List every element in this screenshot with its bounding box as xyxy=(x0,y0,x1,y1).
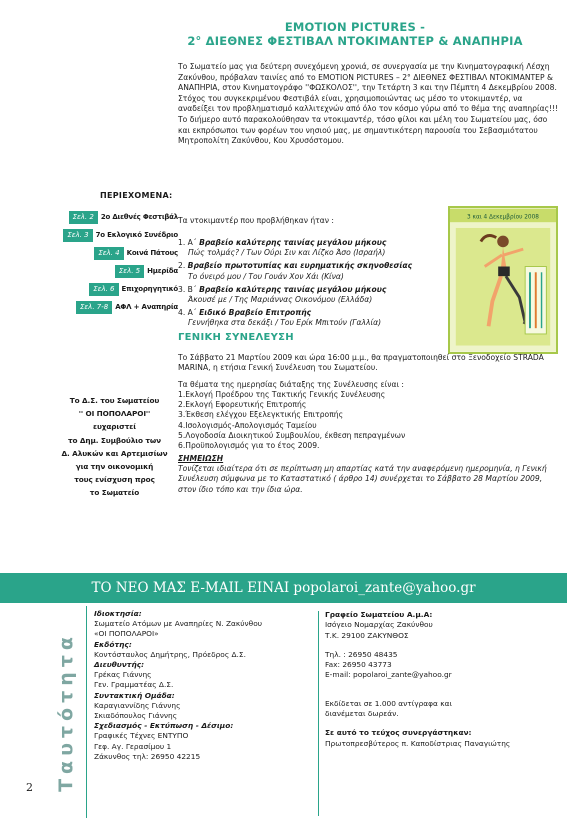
thanks-note xyxy=(52,394,177,500)
thanks-line: Δ. Αλυκών και Αρτεμισίων xyxy=(61,448,168,458)
thanks-line: ευχαριστεί xyxy=(92,422,137,432)
agenda-item: 6.Προϋπολογισμός για το έτος 2009. xyxy=(178,441,320,451)
thanks-line: τους ενίσχυση προς xyxy=(74,475,155,485)
contents-label: Ημερίδα xyxy=(147,267,178,275)
agenda-item: 2.Εκλογή Εφορευτικής Επιτροπής xyxy=(178,400,307,410)
intro-text xyxy=(178,62,560,147)
films-lead: Τα ντοκιμαντέρ που προβλήθηκαν ήταν : xyxy=(178,216,334,225)
masthead-heading: Ιδιοκτησία: xyxy=(94,609,142,618)
office-info xyxy=(325,610,560,749)
article-title xyxy=(150,20,560,48)
contents-label: Επιχορηγητικό xyxy=(121,285,178,293)
thanks-line: '' ΟΙ ΠΟΠΟΛΑΡΟΙ'' xyxy=(78,409,151,419)
office-fax: Fax: 26950 43773 xyxy=(325,660,392,670)
film-item xyxy=(178,308,438,328)
table-of-contents xyxy=(60,210,178,318)
circulation-line-1: Εκδίδεται σε 1.000 αντίγραφα και xyxy=(325,698,452,708)
film-title: Άκουσέ με / Της Μαριάννας Οικονόμου (Ελλάδα) xyxy=(188,295,373,305)
contents-page-tag: Σελ. 7-8 xyxy=(76,301,112,314)
masthead-heading: Σχεδιασμός - Εκτύπωση - Δέσιμο: xyxy=(94,721,234,731)
contents-label: 7ο Εκλογικό Συνέδριο xyxy=(95,231,178,239)
office-address-2: Τ.Κ. 29100 ΖΑΚΥΝΘΟΣ xyxy=(325,630,409,640)
contents-item xyxy=(60,282,178,296)
contents-page-tag: Σελ. 3 xyxy=(63,229,92,242)
office-title: Γραφείο Σωματείου Α.μ.Α: xyxy=(325,610,433,619)
agenda-item: 3.Έκθεση ελέγχου Εξελεγκτικής Επιτροπής xyxy=(178,410,344,420)
assembly-body xyxy=(178,353,560,495)
masthead-value: Ζάκυνθος τηλ: 26950 42215 xyxy=(94,751,201,761)
film-award: Βραβείο καλύτερης ταινίας μεγάλου μήκους xyxy=(199,284,387,294)
agenda-item: 5.Λογοδοσία Διοικητικού Συμβουλίου, έκθεση πεπραγμένων xyxy=(178,431,406,441)
identity-divider xyxy=(86,606,87,818)
masthead-heading: Συντακτική Ομάδα: xyxy=(94,690,175,700)
masthead xyxy=(94,609,312,762)
masthead-value: Γεφ. Αγ. Γερασίμου 1 xyxy=(94,741,172,751)
masthead-value: Καραγιαννίδης Γιάννης xyxy=(94,700,181,710)
identity-vertical-title xyxy=(48,604,84,819)
contents-item xyxy=(60,264,178,278)
films-list xyxy=(178,238,438,332)
agenda-item: 1.Εκλογή Προέδρου της Τακτικής Γενικής Συνέλευσης xyxy=(178,389,386,399)
thanks-line: Το Δ.Σ. του Σωματείου xyxy=(69,396,160,405)
masthead-value: Γραφικές Τέχνες ΕΝΤΥΠΟ xyxy=(94,731,189,741)
note-text: Τονίζεται ιδιαίτερα ότι σε περίπτωση μη απαρτίας κατά την αναφερόμενη ημερομηνία, η Γενική Συνέλευση σύμφωνα με το Καταστατικό ( άρθρο 14) συνέρχεται το Σάββατο 28 Μαρτίου 2009, στον ίδιο τόπο και την ίδια ώρα. xyxy=(178,463,547,494)
identity-word: Ταυτότητα xyxy=(55,631,77,792)
contents-item xyxy=(60,300,178,314)
poster-image xyxy=(450,208,556,352)
office-phone: Τηλ. : 26950 48435 xyxy=(325,649,398,659)
masthead-value: Κοντόσταυλος Δημήτρης, Πρόεδρος Δ.Σ. xyxy=(94,649,246,659)
circulation-line-2: διανέμεται δωρεάν. xyxy=(325,709,399,719)
email-banner: ΤΟ ΝΕΟ ΜΑΣ E-MAIL ΕΙΝΑΙ popolaroi_zante@yahoo.gr xyxy=(0,573,567,603)
note-title: ΣΗΜΕΙΩΣΗ xyxy=(178,453,224,463)
agenda-item: 4.Ισολογισμός-Απολογισμός Ταμείου xyxy=(178,420,317,430)
film-award: Βραβείο καλύτερης ταινίας μεγάλου μήκους xyxy=(199,238,387,247)
film-item xyxy=(178,238,438,258)
masthead-value: «ΟΙ ΠΟΠΟΛΑΡΟΙ» xyxy=(94,629,159,639)
contents-label: ΑΦΛ + Αναπηρία xyxy=(115,303,178,311)
masthead-value: Σωματείο Ατόμων με Αναπηρίες Ν. Ζακύνθου xyxy=(94,619,262,629)
contents-title: ΠΕΡΙΕΧΟΜΕΝΑ: xyxy=(100,191,173,200)
film-title: Το όνειρό μου / Του Γουάν Χον Χάι (Κίνα) xyxy=(188,271,344,281)
masthead-value: Σκιαδόπουλος Γιάννης xyxy=(94,711,178,721)
film-number: 1. Α΄ xyxy=(178,238,200,247)
title-line-1: EMOTION PICTURES - xyxy=(284,20,426,34)
contents-label: 2ο Διεθνές Φεστιβάλ xyxy=(100,213,178,221)
contents-page-tag: Σελ. 2 xyxy=(69,211,98,224)
masthead-heading: Εκδότης: xyxy=(94,639,132,649)
intro-paragraph-2: Το διήμερο αυτό παρακολούθησαν τα ντοκιμαντέρ, τόσο φίλοι και μέλη του Σωματείου μας, όσο και εκπρόσωποι των φορέων του νησιού μας, με σημαντικότερη παρουσία του Σεβασμιότατου Μητροπολίτη Ζακύνθου, Κου Χρυσόστομου. xyxy=(178,114,548,146)
thanks-line: το Σωματείο xyxy=(89,488,140,498)
masthead-value: Γεν. Γραμματέας Δ.Σ. xyxy=(94,680,174,690)
contents-page-tag: Σελ. 4 xyxy=(94,247,123,260)
film-number: 3. Β΄ xyxy=(178,284,200,294)
film-title: Πώς τολμάς? / Των Ούρι Σιν και Λίζκο Άσο (Ισραήλ) xyxy=(188,248,386,258)
assembly-title: ΓΕΝΙΚΗ ΣΥΝΕΛΕΥΣΗ xyxy=(178,332,294,343)
film-number: 2. xyxy=(178,261,188,271)
film-award: Βραβείο πρωτοτυπίας και ευρηματικής σκηνοθεσίας xyxy=(187,261,413,271)
masthead-divider xyxy=(318,611,319,816)
film-title: Γεννήθηκα στα δεκάξι / Του Ερίκ Μπιτούν (Γαλλία) xyxy=(188,318,382,328)
contents-page-tag: Σελ. 6 xyxy=(89,283,118,296)
contents-item xyxy=(60,246,178,260)
agenda-list xyxy=(178,390,560,454)
festival-poster xyxy=(448,206,558,354)
page-number: 2 xyxy=(26,781,33,794)
office-email: E-mail: popolaroi_zante@yahoo.gr xyxy=(325,670,452,680)
contributors-title: Σε αυτό το τεύχος συνεργάστηκαν: xyxy=(325,728,472,738)
intro-paragraph-1: Το Σωματείο μας για δεύτερη συνεχόμενη χρονιά, σε συνεργασία με την Κινηματογραφική Λέσχη Ζακύνθου, πρόβαλαν ταινίες από το EMOTION PICTURES – 2° ΔΙΕΘΝΕΣ ΦΕΣΤΙΒΑΛ ΝΤΟΚΙΜΑΝΤΕΡ & ΑΝΑΠΗΡΙΑ, στον Κινηματογράφο ''ΦΩΣΚΟΛΟΣ'', την Τετάρτη 3 και την Πέμπτη 4 Δεκεμβρίου 2008. Στόχος του συγκεκριμένου Φεστιβάλ είναι, χρησιμοποιώντας ως μέσο το ντοκιμαντέρ, να αναδείξει τον προβληματισμό καλλιτεχνών από όλο τον κόσμο γύρω από το θέμα της αναπηρίας!!! xyxy=(178,62,559,114)
film-item xyxy=(178,285,438,305)
masthead-heading: Διευθυντής: xyxy=(94,660,145,670)
agenda-lead: Τα θέματα της ημερησίας διάταξης της Συνέλευσης είναι : xyxy=(178,379,404,389)
contents-item xyxy=(60,210,178,224)
film-item xyxy=(178,261,438,281)
film-number: 4. Α΄ xyxy=(178,308,200,318)
title-line-2: 2° ΔΙΕΘΝΕΣ ΦΕΣΤΙΒΑΛ ΝΤΟΚΙΜΑΝΤΕΡ & ΑΝΑΠΗΡΙΑ xyxy=(187,34,523,48)
assembly-intro: Το Σάββατο 21 Μαρτίου 2009 και ώρα 16:00 μ.μ., θα πραγματοποιηθεί στο Ξενοδοχείο STRADA MARINA, η ετήσια Γενική Συνέλευση του Σωματείου. xyxy=(178,353,544,373)
office-address-1: Ισόγειο Νομαρχίας Ζακύνθου xyxy=(325,620,433,630)
poster-date: 3 και 4 Δεκεμβρίου 2008 xyxy=(467,214,539,221)
contents-page-tag: Σελ. 5 xyxy=(115,265,144,278)
contributor-1: Πρωτοπρεσβύτερος π. Καποδίστριας Παναγιώτης xyxy=(325,738,511,748)
thanks-line: για την οικονομική xyxy=(75,462,154,472)
thanks-line: το Δημ. Συμβούλιο των xyxy=(67,435,162,445)
masthead-value: Γρέκας Γιάννης xyxy=(94,670,152,680)
contents-item xyxy=(60,228,178,242)
contents-label: Κοινά Πάτους xyxy=(126,249,178,257)
film-award: Ειδικό Βραβείο Επιτροπής xyxy=(199,308,312,318)
